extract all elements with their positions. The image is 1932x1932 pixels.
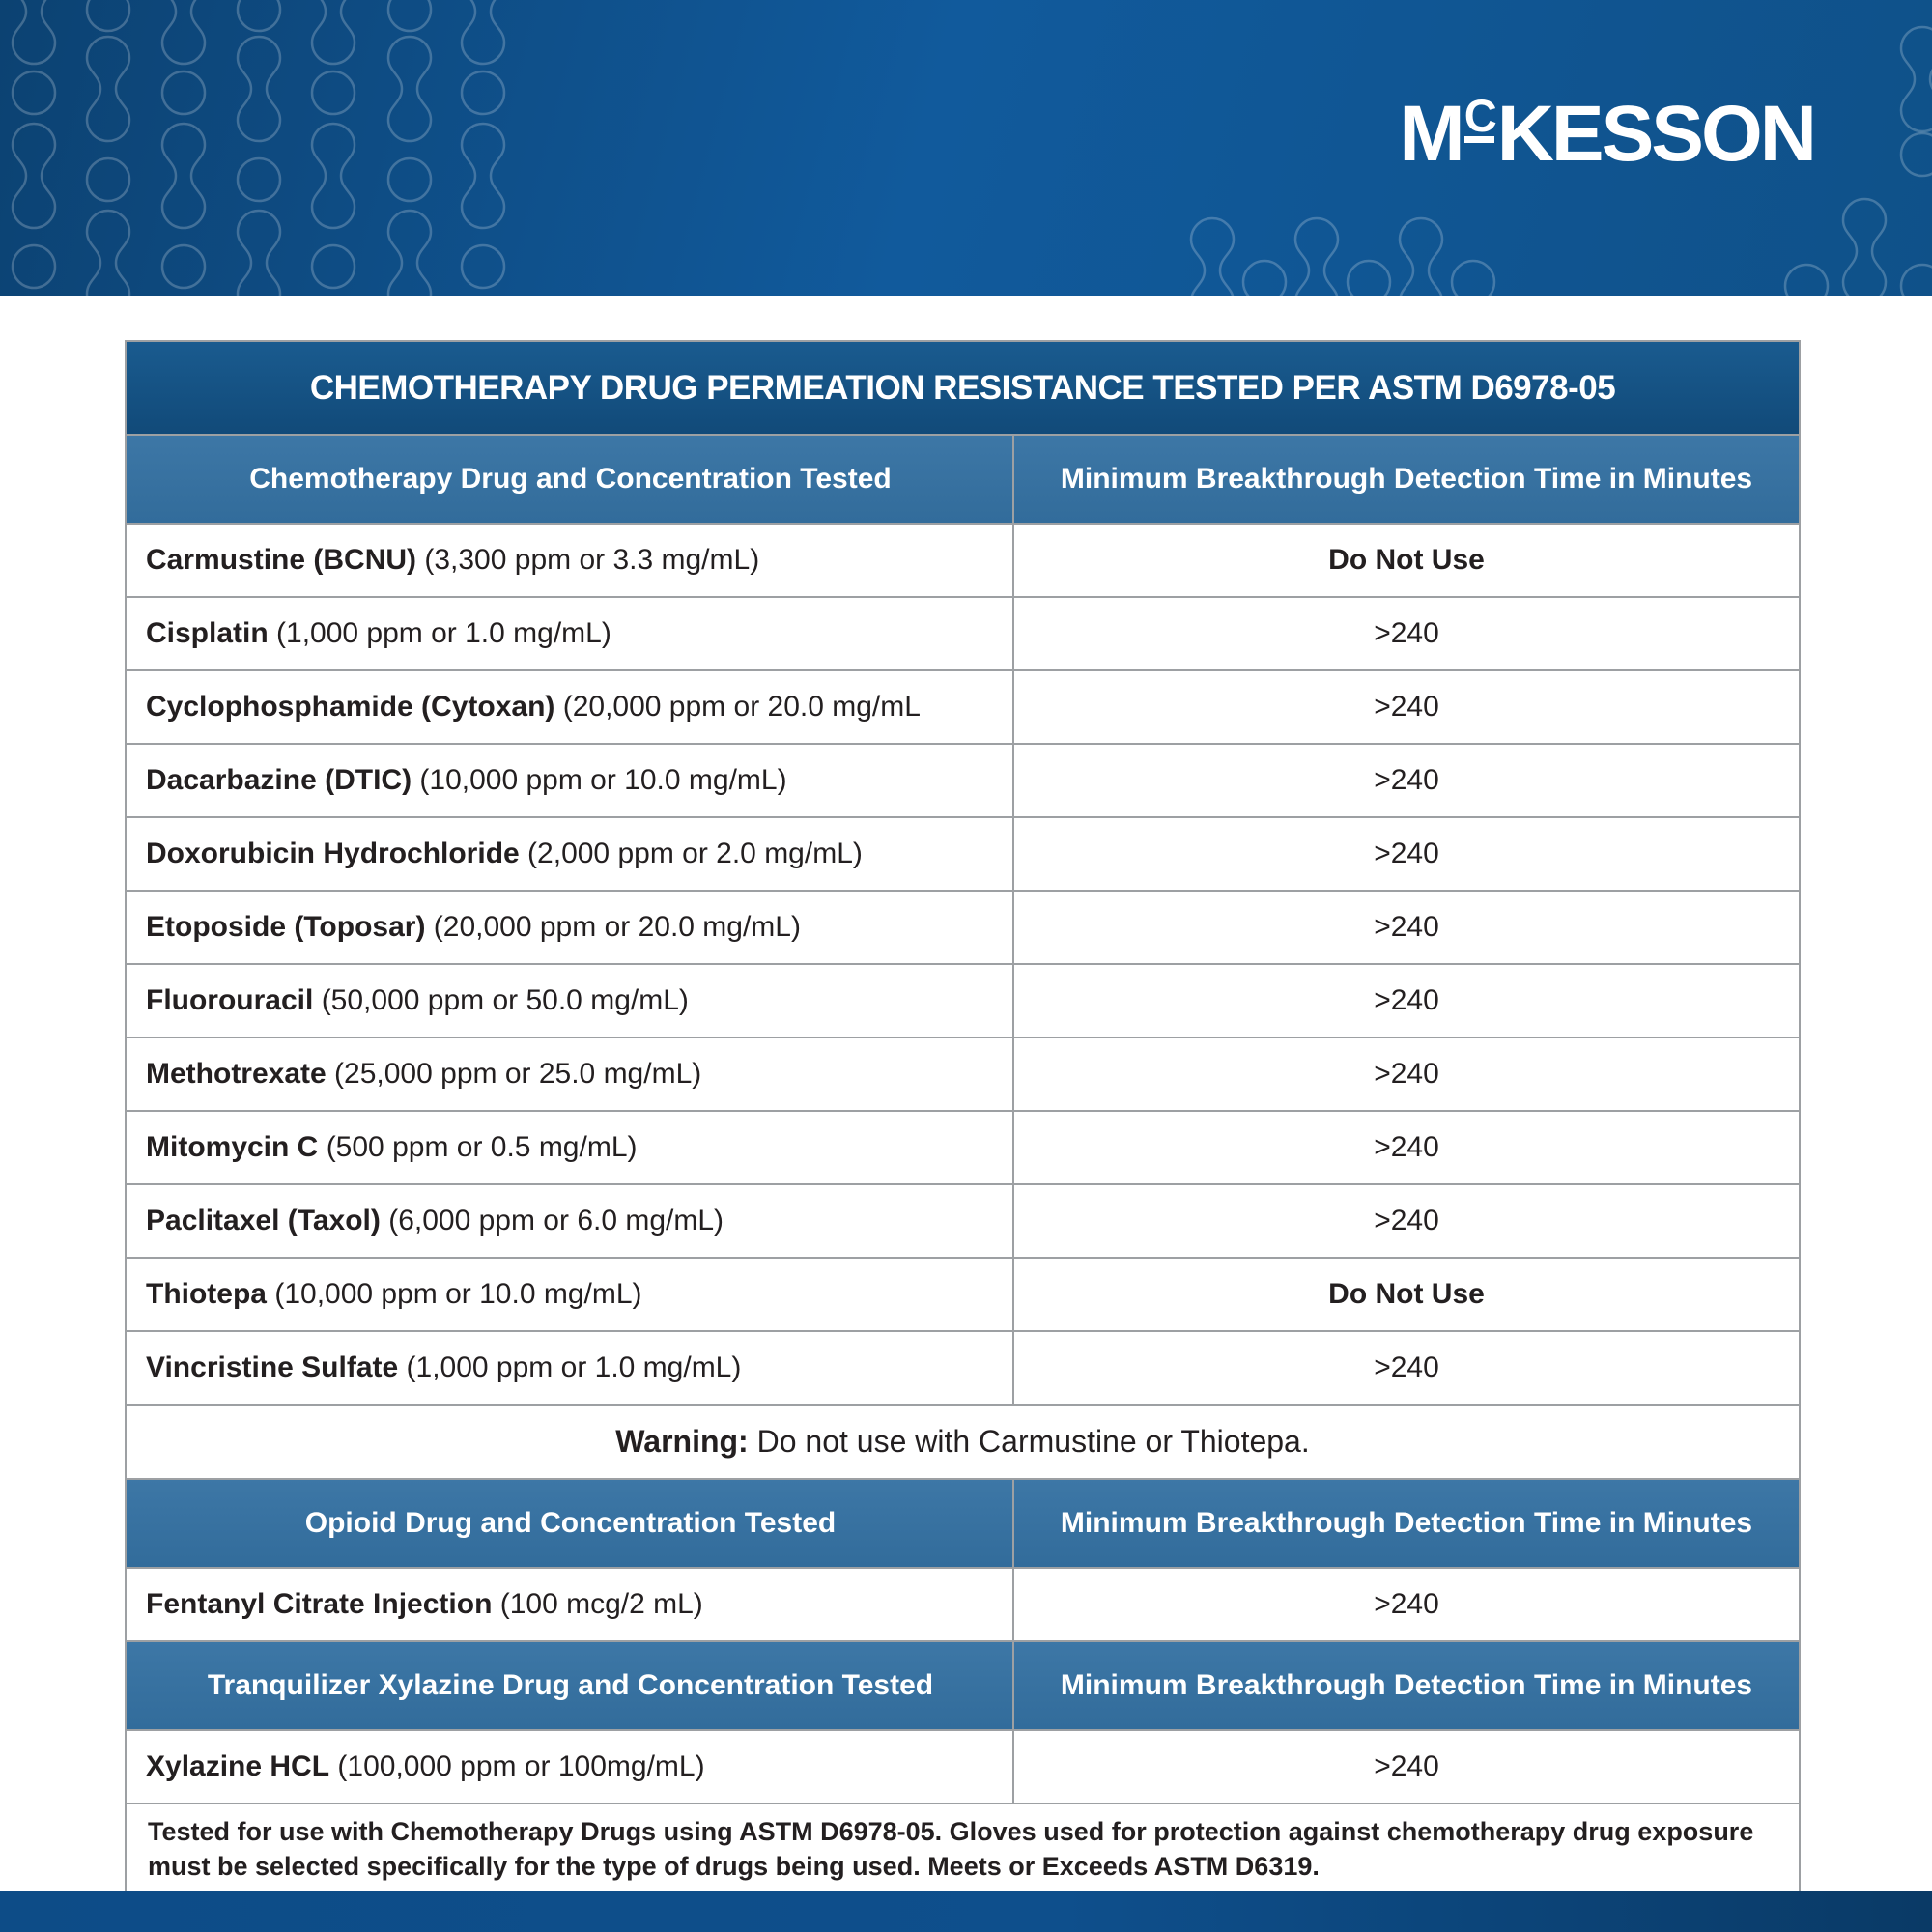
table-title-bar (127, 342, 1799, 434)
logo-m: M (1399, 90, 1463, 178)
drug-concentration: (20,000 ppm or 20.0 mg/mL (554, 691, 921, 723)
breakthrough-value: >240 (1012, 671, 1799, 743)
drug-concentration: (1,000 ppm or 1.0 mg/mL) (268, 617, 611, 649)
drug-concentration: (6,000 ppm or 6.0 mg/mL) (380, 1205, 724, 1236)
table-row (127, 1330, 1799, 1404)
drug-concentration: (10,000 ppm or 10.0 mg/mL) (267, 1278, 642, 1310)
breakthrough-value: >240 (1012, 892, 1799, 963)
drug-name: Thiotepa (146, 1278, 267, 1310)
drug-name: Mitomycin C (146, 1131, 319, 1163)
table-row (127, 1729, 1799, 1803)
chemo-col1-header: Chemotherapy Drug and Concentration Tested (249, 463, 892, 495)
table-row (127, 890, 1799, 963)
table-row (127, 1037, 1799, 1110)
drug-concentration: (25,000 ppm or 25.0 mg/mL) (326, 1058, 702, 1090)
drug-concentration: (1,000 ppm or 1.0 mg/mL) (398, 1351, 742, 1383)
drug-name: Carmustine (BCNU) (146, 544, 417, 576)
table-row (127, 596, 1799, 669)
opioid-header-row (127, 1478, 1799, 1567)
opioid-col2-header: Minimum Breakthrough Detection Time in Minutes (1012, 1480, 1799, 1567)
table-row (127, 963, 1799, 1037)
drug-concentration: (20,000 ppm or 20.0 mg/mL) (425, 911, 801, 943)
drug-name: Vincristine Sulfate (146, 1351, 399, 1383)
breakthrough-value: >240 (1012, 965, 1799, 1037)
top-banner (0, 0, 1932, 296)
table-row (127, 743, 1799, 816)
chemo-col2-header: Minimum Breakthrough Detection Time in Minutes (1012, 436, 1799, 523)
footnote-text: Tested for use with Chemotherapy Drugs using ASTM D6978-05. Gloves used for protection against chemotherapy drug exposure must be selected specifically for the type of drugs being used. Meets or Exceeds ASTM D6319. (148, 1816, 1754, 1881)
drug-name: Dacarbazine (DTIC) (146, 764, 412, 796)
table-row (127, 523, 1799, 596)
breakthrough-value: Do Not Use (1012, 1259, 1799, 1330)
drug-concentration: (500 ppm or 0.5 mg/mL) (318, 1131, 638, 1163)
tranquilizer-header-row (127, 1640, 1799, 1729)
table-row (127, 816, 1799, 890)
drug-name: Fentanyl Citrate Injection (146, 1588, 493, 1620)
drug-concentration: (100 mcg/2 mL) (492, 1588, 703, 1620)
warning-row (127, 1404, 1799, 1478)
table-row (127, 1257, 1799, 1330)
drug-concentration: (2,000 ppm or 2.0 mg/mL) (519, 838, 863, 869)
tranquilizer-col1-header: Tranquilizer Xylazine Drug and Concentration Tested (207, 1669, 934, 1701)
breakthrough-value: >240 (1012, 745, 1799, 816)
breakthrough-value: >240 (1012, 1185, 1799, 1257)
logo-rest: KESSON (1496, 90, 1814, 178)
tranquilizer-col2-header: Minimum Breakthrough Detection Time in Minutes (1012, 1642, 1799, 1729)
breakthrough-value: >240 (1012, 818, 1799, 890)
drug-name: Xylazine HCL (146, 1750, 330, 1782)
drug-name: Methotrexate (146, 1058, 327, 1090)
breakthrough-value: >240 (1012, 1731, 1799, 1803)
breakthrough-value: Do Not Use (1012, 525, 1799, 596)
drug-name: Doxorubicin Hydrochloride (146, 838, 520, 869)
drug-name: Cisplatin (146, 617, 269, 649)
drug-concentration: (3,300 ppm or 3.3 mg/mL) (416, 544, 760, 576)
footnote-row (127, 1803, 1799, 1892)
drug-name: Etoposide (Toposar) (146, 911, 426, 943)
drug-concentration: (50,000 ppm or 50.0 mg/mL) (313, 984, 689, 1016)
breakthrough-value: >240 (1012, 598, 1799, 669)
breakthrough-value: >240 (1012, 1569, 1799, 1640)
opioid-col1-header: Opioid Drug and Concentration Tested (304, 1507, 837, 1539)
drug-name: Paclitaxel (Taxol) (146, 1205, 381, 1236)
table-row (127, 1567, 1799, 1640)
breakthrough-value: >240 (1012, 1038, 1799, 1110)
bottom-accent-bar (0, 1891, 1932, 1932)
warning-label: Warning: (615, 1424, 749, 1459)
drug-name: Cyclophosphamide (Cytoxan) (146, 691, 555, 723)
chemo-header-row (127, 434, 1799, 523)
table-row (127, 1110, 1799, 1183)
drug-concentration: (100,000 ppm or 100mg/mL) (329, 1750, 705, 1782)
table-title: CHEMOTHERAPY DRUG PERMEATION RESISTANCE TESTED PER ASTM D6978-05 (309, 368, 1616, 407)
mckesson-logo (1399, 90, 1814, 178)
breakthrough-value: >240 (1012, 1112, 1799, 1183)
permeation-table (125, 340, 1801, 1894)
drug-concentration: (10,000 ppm or 10.0 mg/mL) (412, 764, 787, 796)
table-row (127, 1183, 1799, 1257)
drug-name: Fluorouracil (146, 984, 314, 1016)
warning-text: Do not use with Carmustine or Thiotepa. (748, 1424, 1310, 1459)
breakthrough-value: >240 (1012, 1332, 1799, 1404)
table-row (127, 669, 1799, 743)
logo-small-c: C (1463, 90, 1494, 141)
